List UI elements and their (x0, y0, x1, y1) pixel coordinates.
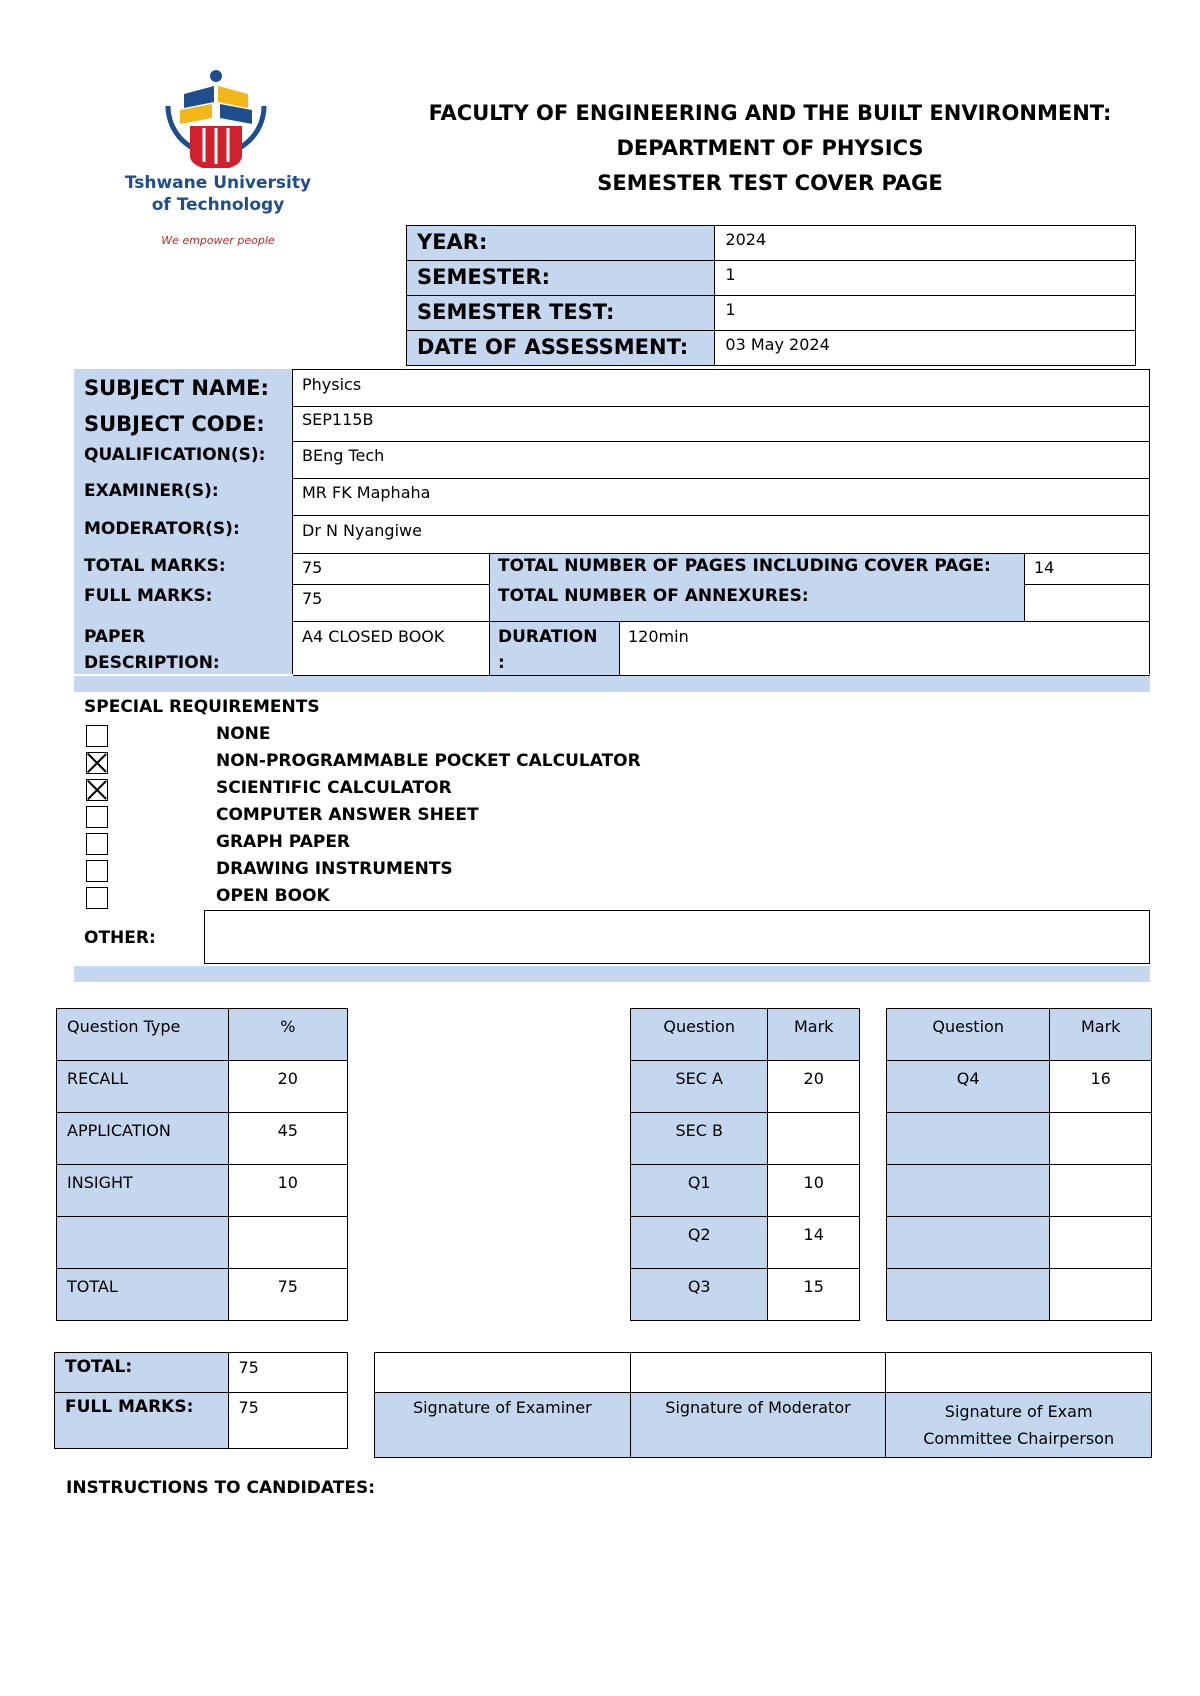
signature-examiner-caption: Signature of Examiner (375, 1393, 631, 1458)
semester-value: 1 (715, 261, 1136, 296)
full-marks-label: FULL MARKS: (84, 586, 213, 606)
total-pages-label: TOTAL NUMBER OF PAGES INCLUDING COVER PAGE: (498, 556, 991, 576)
duration-label-line1: DURATION (498, 627, 598, 647)
checkbox-computer-answer-sheet[interactable] (86, 806, 108, 828)
full-marks-value: 75 (302, 589, 323, 608)
paper-description-label (84, 624, 220, 676)
qt-row-type: RECALL (57, 1061, 229, 1113)
req-label-drawing-instruments: DRAWING INSTRUMENTS (216, 859, 453, 879)
total-pages-value: 14 (1034, 558, 1055, 577)
req-label-scientific-calculator: SCIENTIFIC CALCULATOR (216, 778, 452, 798)
logo-text (118, 172, 318, 216)
marks-b-header-mark: Mark (1050, 1009, 1152, 1061)
other-label: OTHER: (84, 928, 156, 948)
assessment-table (406, 225, 1136, 366)
total-annexures-label: TOTAL NUMBER OF ANNEXURES: (498, 586, 809, 606)
year-label: YEAR: (407, 226, 715, 261)
req-label-computer-answer-sheet: COMPUTER ANSWER SHEET (216, 805, 479, 825)
semester-label: SEMESTER: (407, 261, 715, 296)
other-field[interactable] (204, 910, 1150, 964)
checkbox-open-book[interactable] (86, 887, 108, 909)
totals-table (54, 1352, 348, 1449)
divider-bar (74, 676, 1150, 692)
instructions-heading: INSTRUCTIONS TO CANDIDATES: (66, 1478, 375, 1498)
marks-b-question (887, 1269, 1050, 1321)
document-title (390, 96, 1150, 201)
question-type-table (56, 1008, 348, 1321)
totals-total-value: 75 (228, 1353, 348, 1393)
marks-b-header-question: Question (887, 1009, 1050, 1061)
total-marks-value: 75 (302, 558, 323, 577)
qt-header-type: Question Type (57, 1009, 229, 1061)
marks-b-question (887, 1217, 1050, 1269)
marks-b-mark: 16 (1050, 1061, 1152, 1113)
total-marks-label: TOTAL MARKS: (84, 556, 226, 576)
req-label-non-programmable-calculator: NON-PROGRAMMABLE POCKET CALCULATOR (216, 751, 641, 771)
subject-code-label: SUBJECT CODE: (84, 412, 265, 436)
signature-table (374, 1352, 1152, 1458)
signature-chair-line1: Signature of Exam (944, 1402, 1093, 1421)
signature-moderator-field[interactable] (630, 1353, 886, 1393)
qt-row-type: INSIGHT (57, 1165, 229, 1217)
date-value: 03 May 2024 (715, 331, 1136, 366)
checkbox-none[interactable] (86, 725, 108, 747)
qualification-label: QUALIFICATION(S): (84, 445, 266, 465)
test-label: SEMESTER TEST: (407, 296, 715, 331)
checkbox-scientific-calculator[interactable] (86, 779, 108, 801)
totals-total-label: TOTAL: (55, 1353, 229, 1393)
marks-b-mark (1050, 1269, 1152, 1321)
logo-tagline: We empower people (161, 234, 275, 247)
marks-b-question: Q4 (887, 1061, 1050, 1113)
req-label-graph-paper: GRAPH PAPER (216, 832, 351, 852)
qt-row-type: APPLICATION (57, 1113, 229, 1165)
divider-bar-2 (74, 966, 1150, 982)
qt-row-percent: 45 (228, 1113, 347, 1165)
moderator-value: Dr N Nyangiwe (302, 521, 422, 540)
marks-a-question: SEC B (631, 1113, 768, 1165)
checkbox-graph-paper[interactable] (86, 833, 108, 855)
examiner-value: MR FK Maphaha (302, 483, 431, 502)
marks-a-mark: 15 (768, 1269, 860, 1321)
marks-b-mark (1050, 1113, 1152, 1165)
qt-row-percent (228, 1217, 347, 1269)
special-requirements-heading: SPECIAL REQUIREMENTS (84, 697, 320, 717)
duration-label (498, 624, 597, 676)
paper-description-value: A4 CLOSED BOOK (302, 627, 445, 646)
university-logo (160, 64, 272, 168)
marks-a-mark (768, 1113, 860, 1165)
moderator-label: MODERATOR(S): (84, 519, 240, 539)
subject-name-label: SUBJECT NAME: (84, 376, 269, 400)
marks-a-header-mark: Mark (768, 1009, 860, 1061)
checkbox-non-programmable-calculator[interactable] (86, 752, 108, 774)
marks-table-a (630, 1008, 860, 1321)
signature-chair-field[interactable] (886, 1353, 1152, 1393)
signature-chair-caption (886, 1393, 1152, 1458)
marks-b-question (887, 1113, 1050, 1165)
test-value: 1 (715, 296, 1136, 331)
qt-row-type (57, 1217, 229, 1269)
paper-label-line2: DESCRIPTION: (84, 653, 220, 673)
marks-table-b (886, 1008, 1152, 1321)
marks-a-question: Q3 (631, 1269, 768, 1321)
qt-header-percent: % (228, 1009, 347, 1061)
marks-b-question (887, 1165, 1050, 1217)
checkbox-drawing-instruments[interactable] (86, 860, 108, 882)
req-label-none: NONE (216, 724, 271, 744)
marks-b-mark (1050, 1165, 1152, 1217)
qualification-value: BEng Tech (302, 446, 385, 465)
duration-value: 120min (628, 627, 689, 646)
logo-line1: Tshwane University (124, 173, 312, 193)
marks-a-question: SEC A (631, 1061, 768, 1113)
marks-b-mark (1050, 1217, 1152, 1269)
totals-full-marks-label: FULL MARKS: (55, 1393, 229, 1449)
req-label-open-book: OPEN BOOK (216, 886, 330, 906)
marks-a-mark: 20 (768, 1061, 860, 1113)
duration-label-line2: : (498, 653, 505, 673)
marks-a-mark: 10 (768, 1165, 860, 1217)
subject-code-value: SEP115B (302, 410, 374, 429)
marks-a-question: Q1 (631, 1165, 768, 1217)
qt-row-percent: 75 (228, 1269, 347, 1321)
date-label: DATE OF ASSESSMENT: (407, 331, 715, 366)
qt-row-percent: 10 (228, 1165, 347, 1217)
signature-examiner-field[interactable] (375, 1353, 631, 1393)
title-faculty: FACULTY OF ENGINEERING AND THE BUILT ENVIRONMENT: (428, 101, 1112, 125)
year-value: 2024 (715, 226, 1136, 261)
examiner-label: EXAMINER(S): (84, 481, 219, 501)
logo-line2: of Technology (151, 195, 285, 215)
qt-row-percent: 20 (228, 1061, 347, 1113)
title-cover-page: SEMESTER TEST COVER PAGE (597, 171, 943, 195)
paper-label-line1: PAPER (84, 627, 146, 647)
marks-a-question: Q2 (631, 1217, 768, 1269)
marks-a-header-question: Question (631, 1009, 768, 1061)
totals-full-marks-value: 75 (228, 1393, 348, 1449)
marks-a-mark: 14 (768, 1217, 860, 1269)
signature-chair-line2: Committee Chairperson (923, 1429, 1115, 1448)
subject-name-value: Physics (302, 375, 362, 394)
qt-row-type: TOTAL (57, 1269, 229, 1321)
signature-moderator-caption: Signature of Moderator (630, 1393, 886, 1458)
title-department: DEPARTMENT OF PHYSICS (616, 136, 924, 160)
